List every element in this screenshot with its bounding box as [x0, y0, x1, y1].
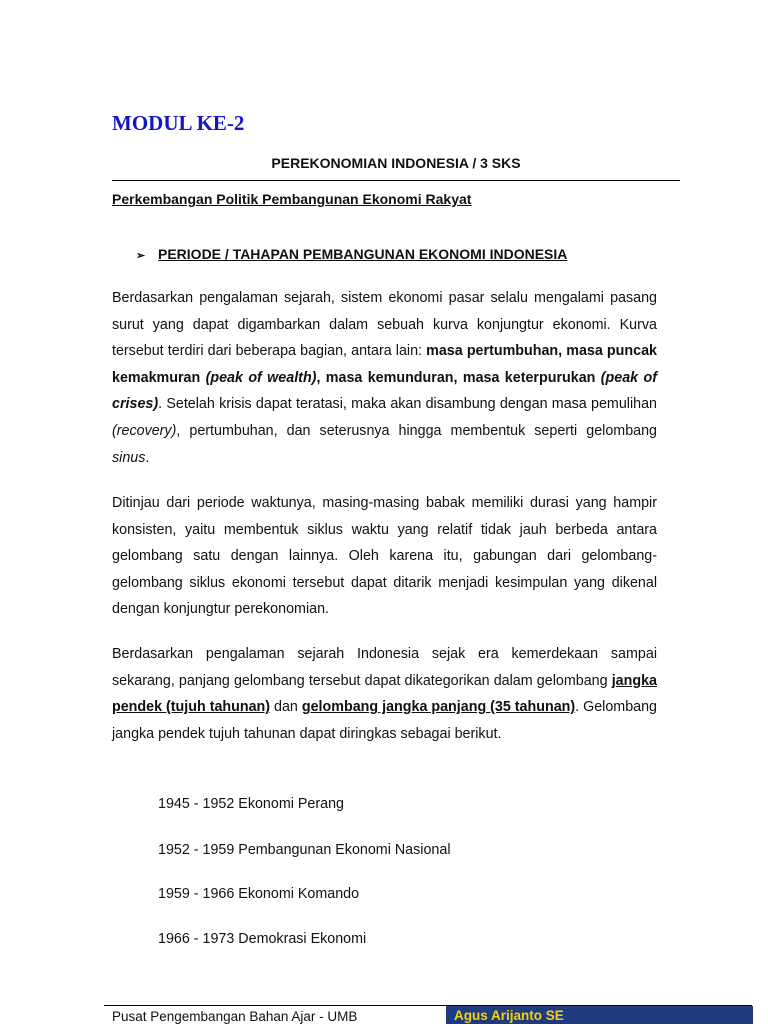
p1-bold-2: , masa kemunduran, masa keterpurukan: [316, 369, 601, 386]
p1-text-3: , pertumbuhan, dan seterusnya hingga membentuk seperti gelombang: [176, 422, 657, 439]
footer-institution: Pusat Pengembangan Bahan Ajar - UMB: [112, 1009, 358, 1024]
arrow-bullet-icon: ➢: [136, 250, 146, 262]
module-title: MODUL KE-2: [112, 111, 245, 135]
p1-text-4: .: [145, 449, 150, 466]
p1-text-2: . Setelah krisis dapat teratasi, maka akan disambung dengan masa pemulihan: [158, 396, 657, 413]
period-item: 1959 - 1966 Ekonomi Komando: [158, 886, 360, 902]
p3-bold-underline-2: gelombang jangka panjang (35 tahunan): [301, 699, 576, 716]
header-divider: [112, 180, 680, 181]
p1-italic-1: (recovery): [112, 422, 177, 439]
period-item: 1952 - 1959 Pembangunan Ekonomi Nasional: [158, 842, 451, 858]
footer-author: Agus Arijanto SE: [454, 1008, 564, 1023]
p1-text-1: Berdasarkan pengalaman sejarah, sistem ekonomi pasar selalu mengalami pasang surut yang dapat digambarkan dalam sebuah kurva konjungtur ekonomi. Kurva tersebut terdiri dari beberapa bagian, antara lain:: [112, 290, 657, 360]
paragraph-konjungtur: [112, 285, 657, 471]
document-subtitle: Perkembangan Politik Pembangunan Ekonomi Rakyat: [112, 191, 472, 207]
period-item: 1945 - 1952 Ekonomi Perang: [158, 796, 344, 812]
section-heading: [136, 246, 567, 262]
period-item: 1966 - 1973 Demokrasi Ekonomi: [158, 931, 367, 947]
section-heading-text: PERIODE / TAHAPAN PEMBANGUNAN EKONOMI INDONESIA: [158, 246, 568, 262]
p3-bold-underline-1: jangka pendek (tujuh tahunan): [112, 672, 657, 716]
p3-text-1: Berdasarkan pengalaman sejarah Indonesia sejak era kemerdekaan sampai sekarang, panjang gelombang tersebut dapat dikategorikan dalam gelombang: [112, 646, 657, 689]
p3-text-2: dan: [270, 699, 302, 716]
footer-author-box: [446, 1006, 753, 1024]
p3-text-3: . Gelombang jangka pendek tujuh tahunan dapat diringkas sebagai berikut.: [112, 699, 657, 742]
p1-bold-1: masa pertumbuhan, masa puncak kemakmuran: [112, 343, 657, 386]
paragraph-periode: Ditinjau dari periode waktunya, masing-masing babak memiliki durasi yang hampir konsisten, yaitu membentuk siklus waktu yang relatif tidak jauh berbeda antara gelombang satu dengan lainnya. Oleh karena itu, gabungan dari gelombang-gelombang siklus ekonomi tersebut dapat ditarik menjadi kesimpulan yang dikenal dengan konjungtur perekonomian.: [112, 495, 657, 618]
paragraph-gelombang: [112, 641, 657, 747]
course-title: PEREKONOMIAN INDONESIA / 3 SKS: [271, 155, 521, 171]
p1-bold-italic-2: (peak of crises): [112, 369, 657, 413]
p1-italic-2: sinus: [112, 449, 146, 466]
p1-bold-italic-1: (peak of wealth): [205, 369, 317, 386]
